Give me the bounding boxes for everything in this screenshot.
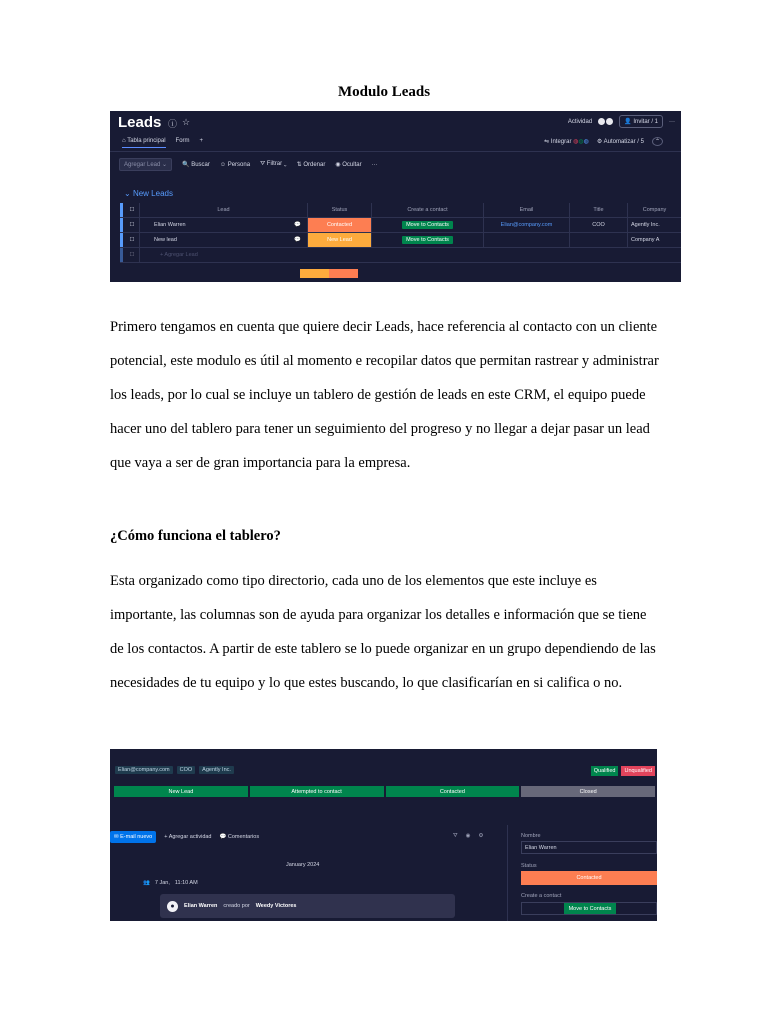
title-cell[interactable] — [569, 233, 627, 247]
select-all-checkbox[interactable]: ☐ — [129, 207, 135, 213]
group-name: New Leads — [132, 189, 173, 198]
gear-icon[interactable]: ⚙ — [478, 833, 484, 839]
card-author-name: Elian Warren — [184, 903, 218, 909]
status-cell[interactable]: New Lead — [307, 233, 371, 247]
tab-label: Tabla principal — [127, 138, 166, 144]
activity-actions — [110, 831, 259, 843]
toolbar-more-icon[interactable]: ··· — [371, 161, 378, 168]
integrate-button[interactable]: ⇋ Integrar ◍◍◍ — [544, 139, 589, 145]
email-cell[interactable] — [483, 233, 569, 247]
table-header — [120, 203, 681, 218]
person-filter-button[interactable]: ☺ Persona — [219, 161, 251, 168]
status-cell[interactable]: Contacted — [307, 218, 371, 232]
group-color-bar — [120, 203, 123, 217]
stage-contacted[interactable]: Contacted — [386, 786, 520, 797]
column-header-status[interactable]: Status — [307, 203, 371, 217]
column-header-company[interactable]: Company — [627, 203, 681, 217]
filter-label: Filtrar — [266, 161, 283, 167]
move-to-contacts-button[interactable]: Move to Contacts — [402, 236, 453, 244]
stage-new-lead[interactable]: New Lead — [114, 786, 248, 797]
column-header-title[interactable]: Title — [569, 203, 627, 217]
row-checkbox[interactable]: ☐ — [129, 222, 135, 228]
column-header-create-contact[interactable]: Create a contact — [371, 203, 483, 217]
column-header-lead[interactable]: Lead — [139, 203, 307, 217]
status-field[interactable]: Contacted — [521, 871, 657, 885]
table-row[interactable] — [120, 233, 681, 248]
email-cell[interactable]: Elian@company.com — [483, 218, 569, 232]
filter-button[interactable]: ⛛ Filtrar ⌄ — [260, 161, 287, 167]
integrate-label: Integrar — [550, 139, 572, 145]
title-cell[interactable]: COO — [569, 218, 627, 232]
collapse-icon[interactable]: ⌃ — [652, 137, 663, 146]
board-toolbar — [119, 158, 378, 171]
lead-name[interactable]: Elian Warren — [139, 218, 307, 232]
qualified-button[interactable]: Qualified — [591, 766, 619, 776]
board-tabs — [122, 138, 203, 148]
card-creator: Weedy Victores — [255, 903, 297, 909]
paragraph-intro: Primero tengamos en cuenta que quiere decir Leads, hace referencia al contacto con un cliente potencial, este modulo es útil al momento e recopilar datos que permitan rastrear y administrar los leads, por lo cual se incluye un tablero de gestión de leads en este CRM, el equipo puede hacer uno del tablero para tener un seguimiento del progreso y no llegar a dejar pasar un lead que vaya a ser de gran importancia para la empresa. — [110, 319, 659, 471]
add-activity-label: Agregar actividad — [168, 834, 212, 840]
status-label: Status — [521, 863, 537, 869]
avatar: ● — [167, 901, 178, 912]
company-cell[interactable]: Agently Inc. — [627, 218, 681, 232]
create-contact-label: Create a contact — [521, 893, 562, 899]
hide-button[interactable]: ◉ Ocultar — [335, 162, 362, 168]
paragraph-board: Esta organizado como tipo directorio, cada uno de los elementos que este incluye es importante, las columnas son de ayuda para organizar los detalles e información que se tiene de los contactos. A partir de este tablero se lo puede organizar en un grupo dependiendo de las necesidades de tu equipo y lo que estes buscando, lo que clasificarían en si califica o no. — [110, 573, 656, 691]
name-field[interactable]: Elian Warren — [521, 841, 657, 854]
add-lead-label: Agregar Lead — [124, 162, 161, 168]
comments-label: Comentarios — [227, 834, 260, 840]
company-cell[interactable]: Company A — [627, 233, 681, 247]
document-title: Modulo Leads — [337, 84, 431, 100]
pipeline-stages — [114, 786, 655, 797]
tab-main-table[interactable]: ⌂ Tabla principal — [122, 138, 166, 148]
time-date: 7 Jan, — [154, 880, 170, 886]
hide-label: Ocultar — [342, 162, 362, 168]
activity-tools — [453, 833, 483, 840]
more-menu-icon[interactable]: ··· — [669, 118, 675, 125]
new-email-button[interactable]: ✉ E-mail nuevo — [110, 831, 156, 843]
invite-label: Invitar / 1 — [633, 119, 658, 125]
name-label: Nombre — [521, 833, 541, 839]
activity-link[interactable]: Actividad — [567, 118, 593, 125]
title-tag[interactable]: COO — [177, 766, 196, 774]
unqualified-button[interactable]: Unqualified — [621, 766, 655, 776]
group-color-bar — [120, 233, 123, 247]
create-contact-cell — [371, 218, 483, 232]
search-label: Buscar — [191, 162, 210, 168]
leads-board-screenshot — [110, 111, 681, 282]
people-icon: 👥 — [143, 880, 150, 886]
add-tab-button[interactable]: + — [199, 138, 204, 144]
lead-detail-screenshot — [110, 749, 657, 921]
add-lead-input[interactable]: + Agregar Lead — [139, 248, 307, 262]
comment-icon[interactable]: 💬 — [294, 222, 301, 228]
stage-attempted[interactable]: Attempted to contact — [250, 786, 384, 797]
section-heading: ¿Cómo funciona el tablero? — [110, 528, 281, 544]
add-row — [120, 248, 681, 263]
automate-button[interactable]: ⚙ Automatizar / 5 — [596, 139, 644, 145]
avatars-icon[interactable] — [598, 118, 613, 125]
table-row[interactable] — [120, 218, 681, 233]
person-label: Persona — [227, 161, 251, 168]
add-lead-button[interactable]: Agregar Lead ⌄ — [119, 158, 172, 171]
star-icon[interactable]: ☆ — [182, 117, 191, 127]
tab-form[interactable]: Form — [175, 138, 190, 144]
comment-icon[interactable]: 💬 — [294, 237, 301, 243]
lead-tags — [115, 766, 234, 774]
group-color-bar — [120, 248, 123, 262]
board-title: Leads — [118, 114, 162, 131]
detail-sidebar — [521, 833, 657, 912]
add-activity-button[interactable]: + Agregar actividad — [164, 834, 212, 840]
row-checkbox[interactable]: ☐ — [129, 252, 135, 258]
company-tag[interactable]: Agently Inc. — [199, 766, 234, 774]
search-button[interactable]: 🔍 Buscar — [182, 162, 210, 168]
status-summary-bar — [300, 269, 358, 278]
lead-name[interactable]: New lead — [139, 233, 307, 247]
row-checkbox[interactable]: ☐ — [129, 237, 135, 243]
move-to-contacts-button[interactable]: Move to Contacts — [564, 903, 616, 914]
comments-button[interactable]: 💬 Comentarios — [219, 834, 260, 840]
automate-label: Automatizar / 5 — [603, 139, 644, 145]
timeline-time — [143, 880, 198, 886]
timeline-month: January 2024 — [286, 862, 320, 868]
eye-icon[interactable]: ◉ — [465, 833, 471, 839]
new-email-label: E-mail nuevo — [120, 834, 153, 840]
time-clock: 11:10 AM — [174, 880, 198, 886]
email-tag[interactable]: Elian@company.com — [115, 766, 173, 774]
filter-icon[interactable]: ⛛ — [453, 833, 458, 839]
qualification-buttons — [591, 766, 655, 776]
invite-button[interactable]: 👤 Invitar / 1 — [619, 115, 663, 128]
sort-button[interactable]: ⇅ Ordenar — [296, 162, 326, 168]
create-contact-cell — [371, 233, 483, 247]
divider — [110, 151, 681, 152]
group-header[interactable]: ⌄ New Leads — [124, 189, 173, 198]
column-header-email[interactable]: Email — [483, 203, 569, 217]
info-icon[interactable]: ⓘ — [168, 119, 178, 129]
group-color-bar — [120, 218, 123, 232]
move-to-contacts-button[interactable]: Move to Contacts — [402, 221, 453, 229]
board-header-actions — [568, 115, 675, 128]
activity-card[interactable] — [160, 894, 455, 918]
board-integrations — [544, 137, 663, 146]
card-mid-text: creado por — [223, 903, 250, 909]
sort-label: Ordenar — [303, 162, 326, 168]
stage-closed[interactable]: Closed — [521, 786, 655, 797]
divider — [507, 825, 508, 921]
